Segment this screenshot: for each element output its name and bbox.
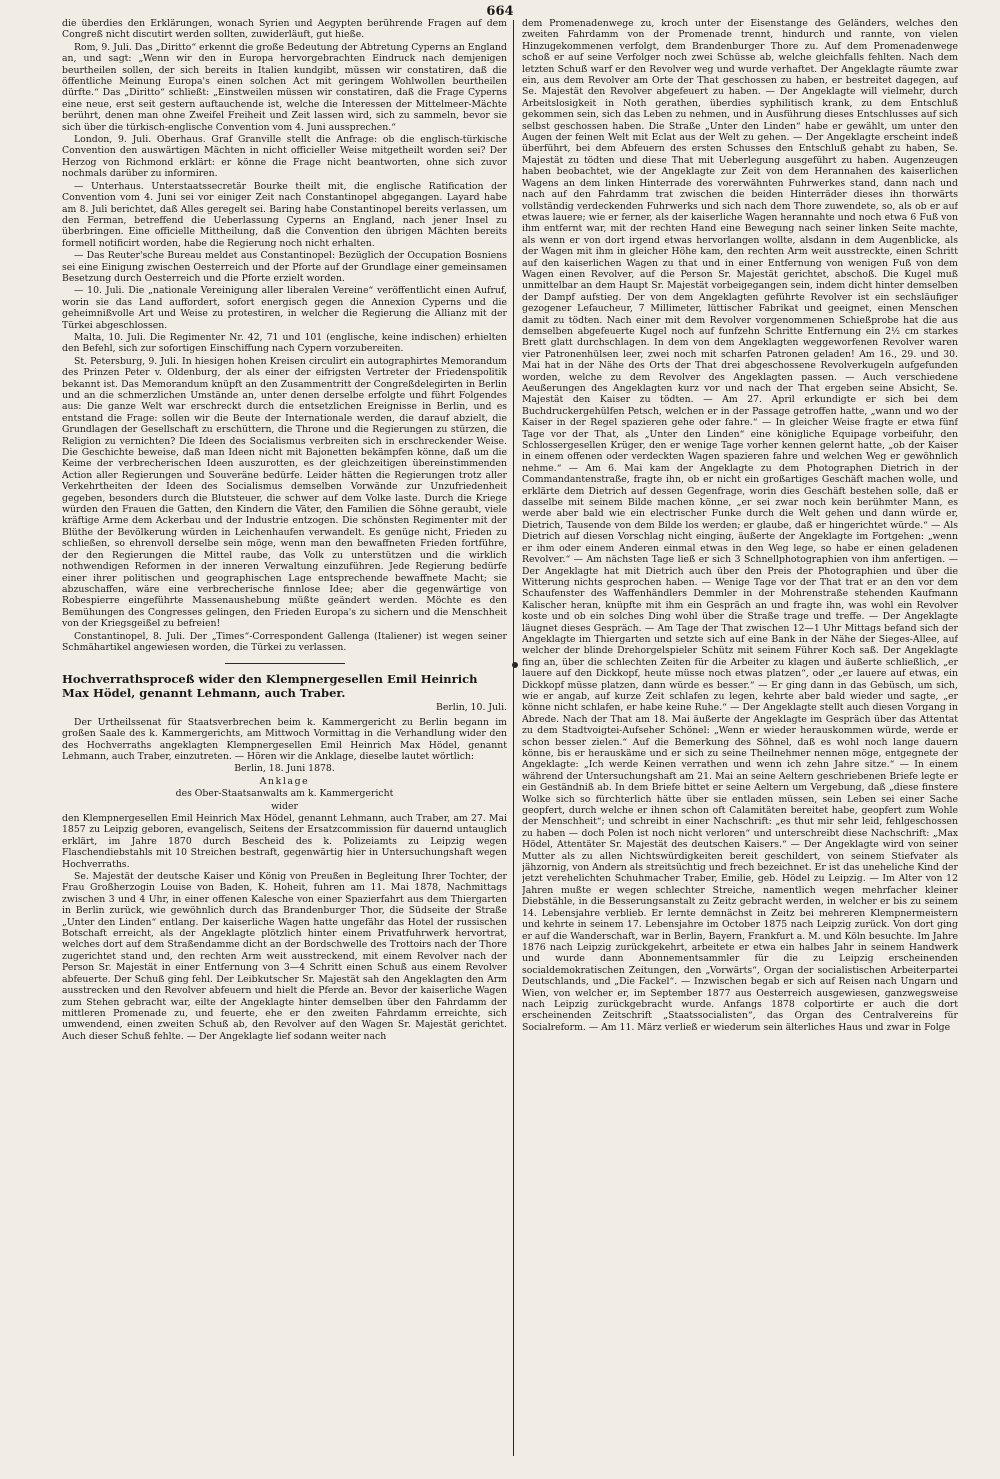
section-separator — [225, 663, 345, 664]
news-item-liberal: — 10. Juli. Die „nationale Vereinigung aller liberalen Vereine“ veröffentlicht einen Aufruf, worin sie das Land auffordert, sofort energisch gegen die Annexion Cyperns und die geheimnißvolle Art und Weise zu protestiren, in welcher die Regierung die Allianz mit der Türkei abgeschlossen. — [62, 285, 507, 331]
article-paragraph: Se. Majestät der deutsche Kaiser und König von Preußen in Begleitung Ihrer Tochter, der Frau Großherzogin Louise von Baden, K. Hoheit, fuhren am 11. Mai 1878, Nachmittags zwischen 3 und 4 Uhr, in einer offenen Kalesche von einer Spazierfahrt aus dem Thiergarten in Berlin zurück, wie gewöhnlich durch das Brandenburger Thor, die Südseite der Straße „Unter den Linden“ entlang. Der kaiserliche Wagen hatte ungefähr das Hotel der russischen Botschaft erreicht, als der Angeklagte plötzlich hinter einem Privatfuhrwerk hervortrat, welches dort auf dem Straßendamme dicht an der Bordschwelle des Trottoirs nach der Thore zugerichtet stand und, den rechten Arm weit ausstreckend, mit einem Revolver nach der Person Sr. Majestät in einer Entfernung von 3—4 Schritt einen Schuß aus einem Revolver abfeuerte. Der Schuß ging fehl. Der Leibkutscher Sr. Majestät sah den Angeklagten den Arm ausstrecken und den Revolver abfeuern und hielt die Pferde an. Bevor der kaiserliche Wagen zum Stehen gebracht war, eilte der Angeklagte hinter demselben über den Fahrdamm der mittleren Promenade zu, und feuerte, ehe er den zweiten Fahrdamm erreichte, sich umwendend, einen zweiten Schuß ab, den Revolver auf den Wagen Sr. Majestät gerichtet. Auch dieser Schuß fehlte. — Der Angeklagte lief sodann weiter nach — [62, 871, 507, 1042]
news-item-reuter: — Das Reuter'sche Bureau meldet aus Constantinopel: Bezüglich der Occupation Bosniens sei eine Einigung zwischen Oesterreich und der Pforte auf der Grundlage einer gemeinsamen Besetzung durch Oesterreich und die Pforte erzielt worden. — [62, 250, 507, 284]
news-item-unterhaus: — Unterhaus. Unterstaatssecretär Bourke theilt mit, die englische Ratification der Convention vom 4. Juni sei vor einiger Zeit nach Constantinopel abgegangen. Layard habe am 8. Juli berichtet, daß Alles geregelt sei. Baring habe Constantinopel bereits verlassen, um den Ferman, betreffend die Ueberlassung Cyperns an England, nach jener Insel zu überbringen. Eine officielle Mittheilung, daß die Convention den übrigen Mächten bereits formell notificirt worden, habe die Regierung noch nicht erhalten. — [62, 180, 507, 249]
news-item-constantinople: Constantinopel, 8. Juli. Der „Times“-Correspondent Gallenga (Italiener) ist wegen seiner Schmähartikel angewiesen worden, die Türkei zu verlassen. — [62, 630, 507, 653]
right-column — [522, 18, 958, 1458]
article-dateline: Berlin, 10. Juli. — [436, 702, 507, 714]
article-paragraph: den Klempnergesellen Emil Heinrich Max Hödel, genannt Lehmann, auch Traber, am 27. Mai 1857 zu Leipzig geboren, evangelisch, Seitens der Ersatzcommission für dauernd untauglich erklärt, im Jahre 1870 durch Bescheid des k. Polizeiamts zu Leipzig wegen Flaschendiebstahls mit 10 Streichen bestraft, gegenwärtig hier in Untersuchungshaft wegen Hochverraths. — [62, 813, 507, 870]
news-item-london: London, 9. Juli. Oberhaus. Graf Granville stellt die Anfrage: ob die englisch-türkische Convention den auswärtigen Mächten in nicht officieller Weise mitgetheilt worden sei? Der Herzog von Richmond erklärt: er könne die Frage nicht beantworten, ohne sich zuvor nochmals darüber zu informiren. — [62, 134, 507, 180]
news-item-petersburg: St. Petersburg, 9. Juli. In hiesigen hohen Kreisen circulirt ein autographirtes Memorandum des Prinzen Peter v. Oldenburg, der als einer der eifrigsten Vertreter der Friedenspolitik bekannt ist. Das Memorandum knüpft an den Zusammentritt der Congreßdelegirten in Berlin und an die schmerzlichen Umstände an, unter denen derselbe erfolgte und führt Folgendes aus: Die ganze Welt war erschreckt durch die entsetzlichen Ereignisse in Berlin, und es entstand die Frage: sollen wir die Beute der Internationale werden, die darauf abzielt, die Grundlagen der Gesellschaft zu erschüttern, die Throne und die Regierungen zu stürzen, die Religion zu vernichten? Die Ideen des Socialismus verbreiten sich in erschreckender Weise. Die Geschichte beweise, daß man Ideen nicht mit Bajonetten bekämpfen könne, daß um die Keime der verbrecherischen Ideen auszurotten, es der gleichzeitigen übereinstimmenden Action aller Regierungen und Souveräne bedürfe. Leider hätten die Regierungen trotz aller Verkehrtheiten der Ideen des Socialismus demselben Vorwände zur Unzufriedenheit gegeben, besonders durch die Blutsteuer, die schwer auf dem Volke laste. Durch die Kriege würden den Frauen die Gatten, den Kindern die Väter, den Familien die Söhne geraubt, viele kräftige Arme dem Ackerbau und der Industrie entzogen. Die schönsten Regimenter mit der Blüthe der Bevölkerung würden in Leichenhaufen verwandelt. Es genüge nicht, Frieden zu schließen, so ehrenvoll derselbe sein möge, wenn man den bewaffneten Frieden fortführe, der den Regierungen die Mittel raube, das Volk zu unterstützen und die wirklich nothwendigen Reformen in der inneren Verwaltung einzuführen. Jede Regierung bedürfe einer ihrer politischen und geographischen Lage entsprechende bewaffnete Macht; sie abzuschaffen, wäre eine verbrecherische finnlose Idee; aber die gegenwärtige von Robespierre eingeführte Massenaushebung müßte geändert werden. Möchte es den Bemühungen des Congresses gelingen, den Frieden Europa's zu sichern und die Menschheit von der Kriegsgeißel zu befreien! — [62, 355, 507, 630]
column-divider — [513, 20, 514, 1456]
news-item-malta: Malta, 10. Juli. Die Regimenter Nr. 42, 71 und 101 (englische, keine indischen) erhielten den Befehl, sich zur sofortigen Einschiffung nach Cypern vorzubereiten. — [62, 331, 507, 355]
page-number: 664 — [486, 4, 514, 19]
ornament-dot — [512, 662, 518, 668]
left-column — [62, 18, 507, 1458]
article-headline: Hochverrathsproceß wider den Klempnergesellen Emil Heinrich Max Hödel, genannt Lehmann, auch Traber. — [62, 672, 478, 701]
news-item-rome: Rom, 9. Juli. Das „Diritto“ erkennt die große Bedeutung der Abtretung Cyperns an England an, und sagt: „Wenn wir den in Europa hervorgebrachten Eindruck nach demjenigen beurtheilen sollen, der sich bereits in Italien kundgibt, müssen wir constatiren, daß die öffentliche Meinung Europa's einen solchen Act mit geringem Wohlwollen beurtheilen dürfte.“ Das „Diritto“ schließt: „Einstweilen müssen wir constatiren, daß die Frage Cyperns eine neue, erst seit gestern auftauchende ist, welche die Interessen der Mittelmeer-Mächte berührt, denen man ohne Zweifel Freiheit und Zeit lassen wird, sich zu sammeln, bevor sie sich über die türkisch-englische Convention vom 4. Juni aussprechen.“ — [62, 41, 507, 133]
article-paragraph: die überdies den Erklärungen, wonach Syrien und Aegypten berührende Fragen auf dem Congreß nicht discutirt werden sollten, zuwiderläuft, gut hieße. — [62, 18, 507, 41]
document-subtitle: des Ober-Staatsanwalts am k. Kammergericht — [175, 788, 394, 800]
document-title: Anklage — [259, 775, 310, 787]
document-wider: wider — [271, 800, 298, 812]
document-date: Berlin, 18. Juni 1878. — [234, 763, 335, 775]
article-paragraph: Der Urtheilssenat für Staatsverbrechen beim k. Kammergericht zu Berlin begann im großen Saale des k. Kammergerichts, am Mittwoch Vormittag in die Verhandlung wider den des Hochverraths angeklagten Klempnergesellen Emil Heinrich Max Hödel, genannt Lehmann, auch Traber, einzutreten. — Hören wir die Anklage, dieselbe lautet wörtlich: — [62, 716, 507, 762]
article-paragraph: dem Promenadenwege zu, kroch unter der Eisenstange des Geländers, welches den zweiten Fahrdamm von der Promenade trennt, hindurch und rannte, von vielen Hinzugekommenen verfolgt, dem Brandenburger Thore zu. Auf dem Promenadenwege schoß er auf seine Verfolger noch zwei Schüsse ab, welche gleichfalls fehlten. Nach dem letzten Schuß warf er den Revolver weg und wurde verhaftet. Der Angeklagte räumte zwar ein, aus dem Revolver am Orte der That geschossen zu haben, er bestreitet dagegen, auf Se. Majestät den Revolver abgefeuert zu haben. — Der Angeklagte will vielmehr, durch Arbeitslosigkeit in Noth gerathen, überdies syphilitisch krank, zu dem Entschluß gekommen sein, sich das Leben zu nehmen, und in Ausführung dieses Entschlusses auf sich selbst geschossen haben. Die Straße „Unter den Linden“ habe er gewählt, um unter den Augen der feinen Welt mit Eclat aus der Welt zu gehen. — Der Angeklagte erscheint indeß überführt, bei dem Abfeuern des ersten Schusses den Entschluß gehabt zu haben, Se. Majestät zu tödten und diese That mit Ueberlegung ausgeführt zu haben. Augenzeugen haben beobachtet, wie der Angeklagte zur Zeit von dem Herannahen des kaiserlichen Wagens an dem linken Hinterrade des vorerwähnten Fuhrwerkes stand, dann nach und nach auf den Fahrdamm trat zwischen die beiden Hinterräder dieses ihn thorwärts vollständig verdeckenden Fuhrwerks und sich nach dem Thore zuwendete, so, als ob er auf etwas lauere; wie er ferner, als der kaiserliche Wagen herannahte und noch etwa 6 Fuß von ihm entfernt war, mit der rechten Hand eine Bewegung nach seiner linken Seite machte, als wenn er von dort irgend etwas hervorlangen wollte, alsdann in dem Augenblicke, als der Wagen mit ihm in gleicher Höhe kam, den rechten Arm weit ausstreckte, einen Schritt auf den kaiserlichen Wagen zu that und in einer Entfernung von wenigen Fuß von dem Wagen einen Revolver, auf die Person Sr. Majestät gerichtet, abschoß. Die Kugel muß unmittelbar an dem Haupt Sr. Majestät vorbeigegangen sein, indem dicht hinter demselben der Dampf aufstieg. Der von dem Angeklagten geführte Revolver ist ein sechsläufiger gezogener Lefaucheur, 7 Millimeter, lüttischer Fabrikat und geeignet, einen Menschen damit zu tödten. Nach einer mit dem Revolver vorgenommenen Schießprobe hat die aus demselben abgefeuerte Kugel noch auf funfzehn Schritte Entfernung ein 2½ cm starkes Brett glatt durchschlagen. In dem von dem Angeklagten weggeworfenen Revolver waren vier Patronenhülsen leer, zwei noch mit scharfen Patronen geladen! Am 16., 29. und 30. Mai hat in der Nähe des Orts der That drei abgeschossene Revolverkugeln aufgefunden worden, welche zu dem Revolver des Angeklagten passen. — Auch verschiedene Aeußerungen des Angeklagten kurz vor und nach der That ergeben seine Absicht, Se. Majestät den Kaiser zu tödten. — Am 27. April erkundigte er sich bei dem Buchdruckergehülfen Petsch, welchen er in der Passage getroffen hatte, „wann und wo der Kaiser in der Regel spazieren gehe oder fahre.“ — In gleicher Weise fragte er etwa fünf Tage vor der That, als „Unter den Linden“ eine königliche Equipage vorbeifuhr, den Schlossergesellen Krüger, den er wenige Tage vorher kennen gelernt hatte, „ob der Kaiser in einem offenen oder verdeckten Wagen spazieren fahre und welchen Weg er gewöhnlich nehme.“ — Am 6. Mai kam der Angeklagte zu dem Photographen Dietrich in der Commandantenstraße, fragte ihn, ob er nicht ein großartiges Geschäft machen wolle, und erklärte dem Dietrich auf dessen Gegenfrage, worin dies Geschäft bestehen solle, daß er dasselbe mit seinem Bilde machen könne, „er sei zwar noch kein berühmter Mann, es werde aber bald wie ein electrischer Funke durch die Welt gehen und dann würde er, Dietrich, Tausende von dem Bilde los werden; er glaube, daß er hingerichtet würde.“ — Als Dietrich auf diesen Vorschlag nicht einging, äußerte der Angeklagte im Fortgehen: „wenn er ihm oder einem Anderen einmal etwas in den Weg lege, so habe er einen geladenen Revolver.“ — Am nächsten Tage ließ er sich 3 Schnellphotographien von ihm anfertigen. — Der Angeklagte hat mit Dietrich auch über den Preis der Photographien und über die Witterung nichts gesprochen haben. — Wenige Tage vor der That trat er an den vor dem Schaufenster des Waffenhändlers Demmler in der Mohrenstraße stehenden Kaufmann Kalischer heran, knüpfte mit ihm ein Gespräch an und fragte ihn, was wohl ein Revolver koste und ob ein solches Ding wohl über die Straße trage und treffe. — Der Angeklagte läugnet dieses Gespräch. — Am Tage der That zwischen 12—1 Uhr Mittags befand sich der Angeklagte im Thiergarten und setzte sich auf eine Bank in der Nähe der Sieges-Allee, auf welcher der blinde Drehorgelspieler Schütz mit seinem Führer Koch saß. Der Angeklagte fing an, über die schlechten Zeiten für die Arbeiter zu klagen und äußerte schließlich, „er lauere auf den Dickkopf, heute müsse noch etwas platzen“, oder „er lauere auf etwas, ein Dickkopf müsse platzen, dann würde es besser.“ — Er ging dann in das Gebüsch, um sich, wie er angab, auf kurze Zeit schlafen zu legen, kehrte aber bald wieder und sagte, „er könne nicht schlafen, er habe keine Ruhe.“ — Der Angeklagte stellt auch diesen Vorgang in Abrede. Nach der That am 18. Mai äußerte der Angeklagte im Gespräch über das Attentat zu dem Stadtvoigtei-Aufseher Schönel: „Wenn er wieder herauskommen würde, werde er schon besser zielen.“ Auf die Bemerkung des Söhnel, daß es wohl noch lange dauern könne, bis er herauskäme und er sich zu seine Theilnehmer nennen möge, entgegnete der Angeklagte: „Ich werde Keinen verrathen und wenn ich zehn Jahre sitze.“ — In einem während der Untersuchungshaft am 21. Mai an seine Aeltern geschriebenen Briefe legte er ein Geständniß ab. In dem Briefe bittet er seine Aeltern um Vergebung, daß „diese finstere Wolke sich so fürchterlich hätte über sie entladen müssen, sein Leben sei einer Sache geopfert, durch welche er ihnen schon oft Calamitäten bereitet habe, geopfert zum Wohle der Menschheit“; und schreibt in einer Nachschrift: „es thut mir sehr leid, fehlgeschossen zu haben — doch Polen ist noch nicht verloren“ und unterschreibt diese Nachschrift: „Max Hödel, Attentäter Sr. Majestät des deutschen Kaisers.“ — Der Angeklagte wird von seiner Mutter als zu allen Nichtswürdigkeiten bereit geschildert, von seinem Stiefvater als jähzornig, von Andern als streitsüchtig und frech bezeichnet. Er ist das uneheliche Kind der jetzt verehelichten Schuhmacher Traber, Emilie, geb. Hödel zu Leipzig. — Im Alter von 12 Jahren mußte er wegen schlechter Streiche, namentlich wegen mehrfacher kleiner Diebstähle, in die Besserungsanstalt zu Zeitz gebracht werden, in welcher er bis zu seinem 14. Lebensjahre verblieb. Er lernte demnächst in Zeitz bei mehreren Klempnermeistern und kehrte in seinem 17. Lebensjahre im October 1875 nach Leipzig zurück. Von dort ging er auf die Wanderschaft, war in Berlin, Bayern, Frankfurt a. M. und Köln besuchte. Im Jahre 1876 nach Leipzig zurückgekehrt, arbeitete er etwa ein halbes Jahr in seinem Handwerk und wurde dann Abonnementsammler für die zu Leipzig erscheinenden socialdemokratischen Zeitungen, den „Vorwärts“, Organ der socialistischen Arbeiterpartei Deutschlands, und „Die Fackel“. — Inzwischen begab er sich auf Reisen nach Ungarn und Wien, von welcher er, im September 1877 aus Oesterreich ausgewiesen, ganzwegsweise nach Leipzig zurückgebracht wurde. Anfangs 1878 colportirte er auch die dort erscheinenden Zeitschrift „Staatssocialisten“, das Organ des Centralvereins für Socialreform. — Am 11. März verließ er wiederum sein älterliches Haus und zwar in Folge — [522, 18, 958, 1033]
